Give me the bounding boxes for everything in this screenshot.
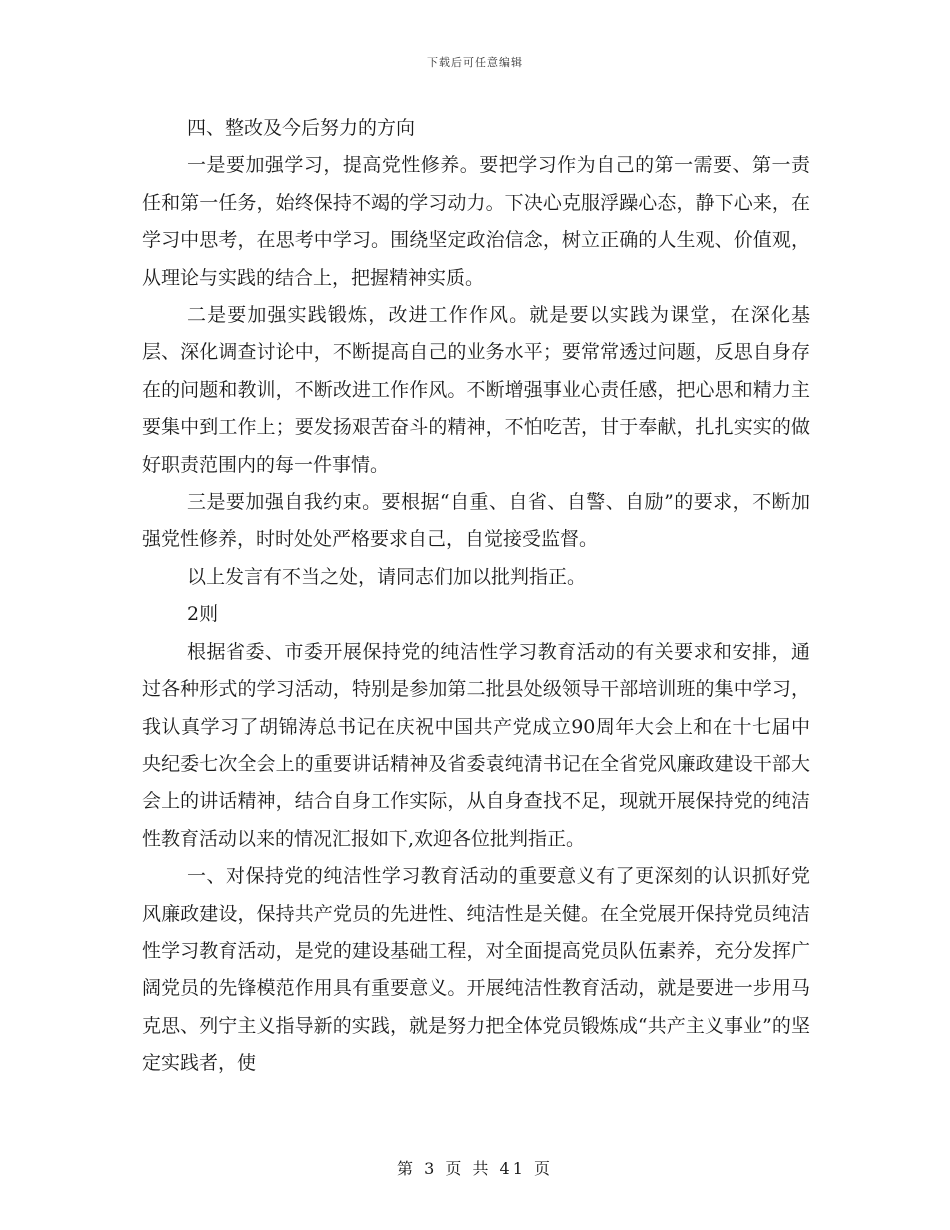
document-body — [142, 110, 810, 1083]
paragraph: 三是要加强自我约束。要根据“自重、自省、自警、自励”的要求，不断加强党性修养，时时处处严格要求自己，自觉接受监督。 — [142, 491, 810, 551]
paragraph: 一、对保持党的纯洁性学习教育活动的重要意义有了更深刻的认识抓好党风廉政建设，保持共产党员的先进性、纯洁性是关健。在全党展开保持党员纯洁性学习教育活动，是党的建设基础工程，对全面提高党员队伍素养，充分发挥广阔党员的先锋模范作用具有重要意义。开展纯洁性教育活动，就是要进一步用马克思、列宁主义指导新的实践，就是努力把全体党员锻炼成“共产主义事业”的坚定实践者，使 — [142, 865, 810, 1075]
page-header-note: 下载后可任意编辑 — [427, 56, 523, 69]
section-heading: 四、整改及今后努力的方向 — [187, 117, 416, 139]
paragraph: 一是要加强学习，提高党性修养。要把学习作为自己的第一需要、第一责任和第一任务，始终保持不竭的学习动力。下决心克服浮躁心态，静下心来，在学习中思考，在思考中学习。围绕坚定政治信念，树立正确的人生观、价值观，从理论与实践的结合上，把握精神实质。 — [142, 154, 810, 289]
paragraph: 以上发言有不当之处，请同志们加以批判指正。 — [187, 565, 587, 588]
page-number: 第 3 页 共 41 页 — [397, 1159, 553, 1178]
paragraph: 根据省委、市委开展保持党的纯洁性学习教育活动的有关要求和安排，通过各种形式的学习活动，特别是参加第二批县处级领导干部培训班的集中学习，我认真学习了胡锦涛总书记在庆祝中国共产党成立90周年大会上和在十七届中央纪委七次全会上的重要讲话精神及省委袁纯清书记在全省党风廉政建设干部大会上的讲话精神，结合自身工作实际，从自身查找不足，现就开展保持党的纯洁性教育活动以来的情况汇报如下,欢迎各位批判指正。 — [142, 640, 810, 850]
paragraph: 二是要加强实践锻炼，改进工作作风。就是要以实践为课堂，在深化基层、深化调查讨论中，不断提高自己的业务水平；要常常透过问题，反思自身存在的问题和教训，不断改进工作作风。不断增强事业心责任感，把心思和精力主要集中到工作上；要发扬艰苦奋斗的精神，不怕吃苦，甘于奉献，扎扎实实的做好职责范围内的每一件事情。 — [142, 304, 810, 476]
section-label: 2则 — [187, 603, 219, 626]
